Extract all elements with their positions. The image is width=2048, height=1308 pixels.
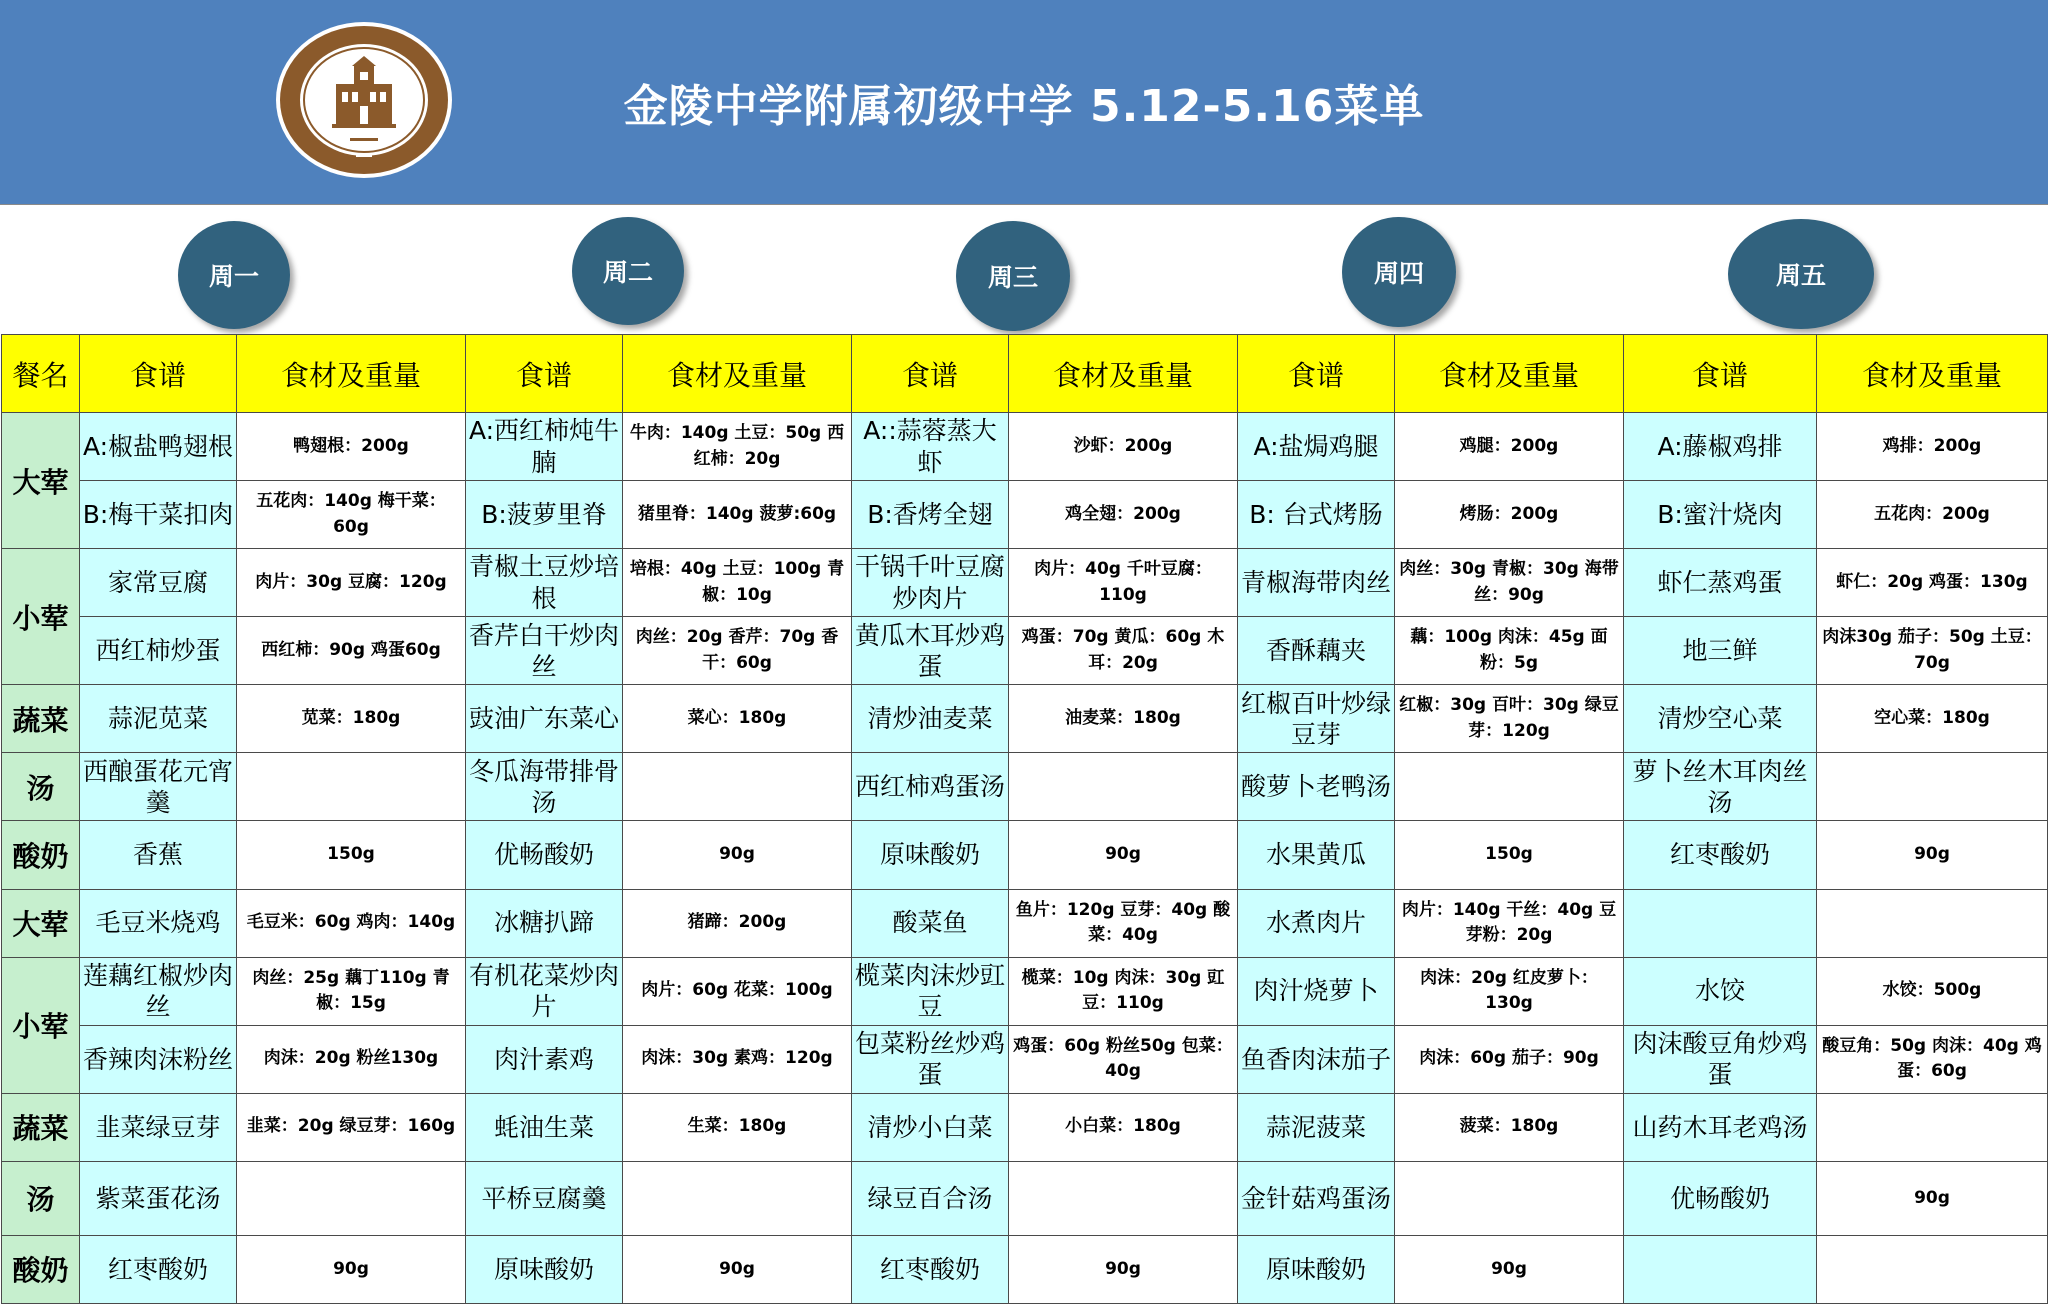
- ingredient-cell-tue: 肉沫：30g 素鸡：120g: [623, 1025, 852, 1093]
- table-row: [2, 549, 2048, 617]
- header-ingredients: 食材及重量: [1395, 335, 1624, 413]
- dish-cell-tue: 豉油广东菜心: [466, 685, 623, 753]
- ingredient-cell-mon: 肉丝：25g 藕丁110g 青椒：15g: [237, 957, 466, 1025]
- ingredient-cell-mon: 韭菜：20g 绿豆芽：160g: [237, 1093, 466, 1161]
- dish-cell-wed: 清炒小白菜: [852, 1093, 1009, 1161]
- ingredient-cell-tue: 肉丝：20g 香芹：70g 香干：60g: [623, 617, 852, 685]
- dish-cell-tue: 肉汁素鸡: [466, 1025, 623, 1093]
- ingredient-cell-wed: 鱼片：120g 豆芽：40g 酸菜：40g: [1009, 889, 1238, 957]
- dish-cell-wed: 黄瓜木耳炒鸡蛋: [852, 617, 1009, 685]
- dish-cell-thu: 蒜泥菠菜: [1238, 1093, 1395, 1161]
- dish-cell-mon: 香辣肉沫粉丝: [80, 1025, 237, 1093]
- table-row: [2, 957, 2048, 1025]
- dish-cell-fri: 萝卜丝木耳肉丝汤: [1624, 753, 1817, 821]
- dish-cell-tue: 原味酸奶: [466, 1235, 623, 1303]
- ingredient-cell-wed: 油麦菜：180g: [1009, 685, 1238, 753]
- day-circle-tue: 周二: [572, 217, 684, 325]
- dish-cell-mon: 家常豆腐: [80, 549, 237, 617]
- dish-cell-tue: 冬瓜海带排骨汤: [466, 753, 623, 821]
- dish-cell-wed: 西红柿鸡蛋汤: [852, 753, 1009, 821]
- ingredient-cell-fri: [1817, 889, 2048, 957]
- ingredient-cell-fri: [1817, 1235, 2048, 1303]
- dish-cell-fri: B:蜜汁烧肉: [1624, 481, 1817, 549]
- dish-cell-mon: 西红柿炒蛋: [80, 617, 237, 685]
- meal-label: 小荤: [2, 957, 80, 1093]
- dish-cell-thu: 鱼香肉沫茄子: [1238, 1025, 1395, 1093]
- dish-cell-wed: 酸菜鱼: [852, 889, 1009, 957]
- dish-cell-wed: 原味酸奶: [852, 821, 1009, 889]
- dish-cell-thu: B: 台式烤肠: [1238, 481, 1395, 549]
- dish-cell-wed: 包菜粉丝炒鸡蛋: [852, 1025, 1009, 1093]
- ingredient-cell-mon: 90g: [237, 1235, 466, 1303]
- ingredient-cell-fri: 肉沫30g 茄子：50g 土豆：70g: [1817, 617, 2048, 685]
- ingredient-cell-fri: 空心菜：180g: [1817, 685, 2048, 753]
- header-ingredients: 食材及重量: [1009, 335, 1238, 413]
- ingredient-cell-wed: 鸡全翅：200g: [1009, 481, 1238, 549]
- ingredient-cell-thu: 肉片：140g 干丝：40g 豆芽粉：20g: [1395, 889, 1624, 957]
- ingredient-cell-wed: 鸡蛋：70g 黄瓜：60g 木耳：20g: [1009, 617, 1238, 685]
- ingredient-cell-tue: [623, 1161, 852, 1235]
- ingredient-cell-wed: [1009, 1161, 1238, 1235]
- ingredient-cell-wed: 90g: [1009, 821, 1238, 889]
- dish-cell-fri: 优畅酸奶: [1624, 1161, 1817, 1235]
- page-title: 金陵中学附属初级中学 5.12-5.16菜单: [623, 81, 1425, 132]
- dish-cell-thu: 青椒海带肉丝: [1238, 549, 1395, 617]
- ingredient-cell-mon: [237, 1161, 466, 1235]
- ingredient-cell-fri: 90g: [1817, 821, 2048, 889]
- meal-label: 酸奶: [2, 1235, 80, 1303]
- day-circle-fri: 周五: [1728, 219, 1874, 329]
- dish-cell-wed: 干锅千叶豆腐炒肉片: [852, 549, 1009, 617]
- header-dish: 食谱: [466, 335, 623, 413]
- table-row: [2, 1025, 2048, 1093]
- meal-label: 大荤: [2, 413, 80, 549]
- dish-cell-thu: 香酥藕夹: [1238, 617, 1395, 685]
- dish-cell-tue: B:菠萝里脊: [466, 481, 623, 549]
- dish-cell-wed: B:香烤全翅: [852, 481, 1009, 549]
- ingredient-cell-tue: 猪蹄：200g: [623, 889, 852, 957]
- ingredient-cell-tue: 生菜：180g: [623, 1093, 852, 1161]
- ingredient-cell-mon: 毛豆米：60g 鸡肉：140g: [237, 889, 466, 957]
- ingredient-cell-mon: 西红柿：90g 鸡蛋60g: [237, 617, 466, 685]
- day-circle-thu: 周四: [1342, 217, 1456, 327]
- dish-cell-tue: 冰糖扒蹄: [466, 889, 623, 957]
- dish-cell-wed: A::蒜蓉蒸大虾: [852, 413, 1009, 481]
- dish-cell-mon: 蒜泥苋菜: [80, 685, 237, 753]
- dish-cell-mon: B:梅干菜扣肉: [80, 481, 237, 549]
- table-row: [2, 889, 2048, 957]
- dish-cell-thu: 水煮肉片: [1238, 889, 1395, 957]
- dish-cell-mon: 香蕉: [80, 821, 237, 889]
- dish-cell-fri: [1624, 889, 1817, 957]
- dish-cell-tue: 蚝油生菜: [466, 1093, 623, 1161]
- ingredient-cell-mon: 肉片：30g 豆腐：120g: [237, 549, 466, 617]
- ingredient-cell-thu: 肉丝：30g 青椒：30g 海带丝：90g: [1395, 549, 1624, 617]
- meal-label: 酸奶: [2, 821, 80, 889]
- header-ingredients: 食材及重量: [1817, 335, 2048, 413]
- ingredient-cell-wed: 鸡蛋：60g 粉丝50g 包菜：40g: [1009, 1025, 1238, 1093]
- ingredient-cell-thu: [1395, 1161, 1624, 1235]
- ingredient-cell-wed: 沙虾：200g: [1009, 413, 1238, 481]
- dish-cell-fri: 虾仁蒸鸡蛋: [1624, 549, 1817, 617]
- dish-cell-wed: 红枣酸奶: [852, 1235, 1009, 1303]
- ingredient-cell-tue: 培根：40g 土豆：100g 青椒：10g: [623, 549, 852, 617]
- table-row: [2, 821, 2048, 889]
- ingredient-cell-tue: 90g: [623, 1235, 852, 1303]
- dish-cell-thu: 水果黄瓜: [1238, 821, 1395, 889]
- ingredient-cell-tue: [623, 753, 852, 821]
- dish-cell-thu: A:盐焗鸡腿: [1238, 413, 1395, 481]
- header-ingredients: 食材及重量: [623, 335, 852, 413]
- ingredient-cell-fri: 鸡排：200g: [1817, 413, 2048, 481]
- dish-cell-mon: 紫菜蛋花汤: [80, 1161, 237, 1235]
- dish-cell-fri: A:藤椒鸡排: [1624, 413, 1817, 481]
- ingredient-cell-tue: 猪里脊：140g 菠萝:60g: [623, 481, 852, 549]
- dish-cell-fri: 山药木耳老鸡汤: [1624, 1093, 1817, 1161]
- dish-cell-tue: A:西红柿炖牛腩: [466, 413, 623, 481]
- meal-label: 蔬菜: [2, 685, 80, 753]
- ingredient-cell-thu: 红椒：30g 百叶：30g 绿豆芽：120g: [1395, 685, 1624, 753]
- ingredient-cell-fri: 水饺：500g: [1817, 957, 2048, 1025]
- dish-cell-wed: 清炒油麦菜: [852, 685, 1009, 753]
- ingredient-cell-fri: 五花肉：200g: [1817, 481, 2048, 549]
- ingredient-cell-wed: 小白菜：180g: [1009, 1093, 1238, 1161]
- ingredient-cell-tue: 牛肉：140g 土豆：50g 西红柿：20g: [623, 413, 852, 481]
- dish-cell-tue: 平桥豆腐羹: [466, 1161, 623, 1235]
- dish-cell-mon: 毛豆米烧鸡: [80, 889, 237, 957]
- ingredient-cell-fri: 酸豆角：50g 肉沫：40g 鸡蛋：60g: [1817, 1025, 2048, 1093]
- dish-cell-fri: [1624, 1235, 1817, 1303]
- ingredient-cell-mon: [237, 753, 466, 821]
- table-row: [2, 481, 2048, 549]
- menu-header-banner: [0, 0, 2048, 204]
- dish-cell-wed: 绿豆百合汤: [852, 1161, 1009, 1235]
- ingredient-cell-thu: 肉沫：60g 茄子：90g: [1395, 1025, 1624, 1093]
- dish-cell-mon: 莲藕红椒炒肉丝: [80, 957, 237, 1025]
- ingredient-cell-thu: 菠菜：180g: [1395, 1093, 1624, 1161]
- dish-cell-mon: 西酿蛋花元宵羹: [80, 753, 237, 821]
- dish-cell-thu: 红椒百叶炒绿豆芽: [1238, 685, 1395, 753]
- ingredient-cell-mon: 肉沫：20g 粉丝130g: [237, 1025, 466, 1093]
- dish-cell-fri: 地三鲜: [1624, 617, 1817, 685]
- meal-label: 汤: [2, 1161, 80, 1235]
- menu-table: [1, 334, 2048, 1304]
- day-circle-mon: 周一: [178, 221, 290, 329]
- table-header-row: [2, 335, 2048, 413]
- ingredient-cell-fri: [1817, 753, 2048, 821]
- dish-cell-thu: 酸萝卜老鸭汤: [1238, 753, 1395, 821]
- ingredient-cell-thu: 鸡腿：200g: [1395, 413, 1624, 481]
- header-dish: 食谱: [80, 335, 237, 413]
- ingredient-cell-thu: 藕：100g 肉沫：45g 面粉：5g: [1395, 617, 1624, 685]
- weekday-band: [0, 204, 2048, 335]
- dish-cell-tue: 有机花菜炒肉片: [466, 957, 623, 1025]
- dish-cell-wed: 榄菜肉沫炒豇豆: [852, 957, 1009, 1025]
- ingredient-cell-tue: 肉片：60g 花菜：100g: [623, 957, 852, 1025]
- day-circle-wed: 周三: [956, 221, 1070, 331]
- ingredient-cell-thu: 90g: [1395, 1235, 1624, 1303]
- ingredient-cell-tue: 90g: [623, 821, 852, 889]
- table-row: [2, 1235, 2048, 1303]
- ingredient-cell-wed: [1009, 753, 1238, 821]
- ingredient-cell-thu: 肉沫：20g 红皮萝卜：130g: [1395, 957, 1624, 1025]
- table-row: [2, 413, 2048, 481]
- table-row: [2, 1161, 2048, 1235]
- meal-label: 大荤: [2, 889, 80, 957]
- dish-cell-mon: 红枣酸奶: [80, 1235, 237, 1303]
- ingredient-cell-mon: 五花肉：140g 梅干菜：60g: [237, 481, 466, 549]
- ingredient-cell-mon: 鸭翅根：200g: [237, 413, 466, 481]
- ingredient-cell-wed: 肉片：40g 千叶豆腐：110g: [1009, 549, 1238, 617]
- ingredient-cell-fri: 虾仁：20g 鸡蛋：130g: [1817, 549, 2048, 617]
- ingredient-cell-mon: 苋菜：180g: [237, 685, 466, 753]
- table-row: [2, 753, 2048, 821]
- dish-cell-fri: 水饺: [1624, 957, 1817, 1025]
- meal-label: 汤: [2, 753, 80, 821]
- dish-cell-mon: A:椒盐鸭翅根: [80, 413, 237, 481]
- dish-cell-fri: 清炒空心菜: [1624, 685, 1817, 753]
- ingredient-cell-tue: 菜心：180g: [623, 685, 852, 753]
- meal-label: 蔬菜: [2, 1093, 80, 1161]
- header-dish: 食谱: [1238, 335, 1395, 413]
- ingredient-cell-wed: 90g: [1009, 1235, 1238, 1303]
- ingredient-cell-thu: 烤肠：200g: [1395, 481, 1624, 549]
- header-dish: 食谱: [1624, 335, 1817, 413]
- header-meal: 餐名: [2, 335, 80, 413]
- dish-cell-tue: 青椒土豆炒培根: [466, 549, 623, 617]
- header-ingredients: 食材及重量: [237, 335, 466, 413]
- meal-label: 小荤: [2, 549, 80, 685]
- dish-cell-thu: 肉汁烧萝卜: [1238, 957, 1395, 1025]
- dish-cell-thu: 金针菇鸡蛋汤: [1238, 1161, 1395, 1235]
- table-row: [2, 685, 2048, 753]
- table-row: [2, 617, 2048, 685]
- dish-cell-tue: 香芹白干炒肉丝: [466, 617, 623, 685]
- dish-cell-thu: 原味酸奶: [1238, 1235, 1395, 1303]
- ingredient-cell-fri: [1817, 1093, 2048, 1161]
- header-dish: 食谱: [852, 335, 1009, 413]
- dish-cell-fri: 肉沫酸豆角炒鸡蛋: [1624, 1025, 1817, 1093]
- ingredient-cell-thu: 150g: [1395, 821, 1624, 889]
- ingredient-cell-thu: [1395, 753, 1624, 821]
- table-row: [2, 1093, 2048, 1161]
- ingredient-cell-mon: 150g: [237, 821, 466, 889]
- dish-cell-mon: 韭菜绿豆芽: [80, 1093, 237, 1161]
- dish-cell-fri: 红枣酸奶: [1624, 821, 1817, 889]
- ingredient-cell-wed: 榄菜：10g 肉沫：30g 豇豆：110g: [1009, 957, 1238, 1025]
- dish-cell-tue: 优畅酸奶: [466, 821, 623, 889]
- ingredient-cell-fri: 90g: [1817, 1161, 2048, 1235]
